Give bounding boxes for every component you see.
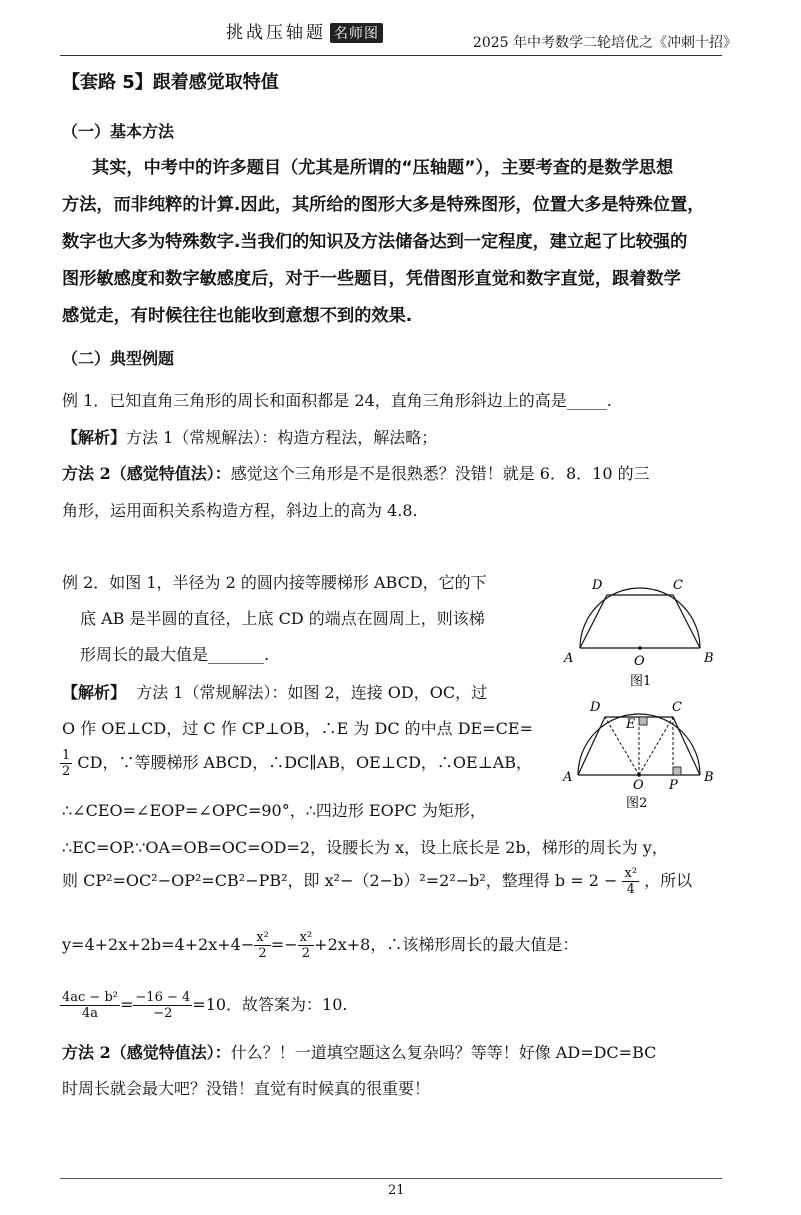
fraction-half: $\frac{1}{2}$ (62, 748, 71, 779)
method2-line: 时周长就会最大吧？没错！直觉有时候真的很重要！ (62, 1079, 431, 1098)
center-point (637, 773, 641, 777)
center-point (638, 646, 642, 650)
fraction: $\frac{\text{x²}}{2}$ (299, 930, 313, 961)
header-logo (226, 18, 383, 43)
label-D: D (590, 700, 601, 715)
analysis-label: 【解析】 (62, 428, 127, 447)
analysis-line: ∴EC=OP.∵OA=OB=OC=OD=2，设腰长为 x，设上底长是 2b，梯形的周长为 y， (62, 838, 668, 857)
example1-method2-cont: 角形，运用面积关系构造方程，斜边上的高为 4.8. (62, 501, 418, 520)
example1-question: 例 1．已知直角三角形的周长和面积都是 24，直角三角形斜边上的高是_____. (62, 391, 612, 410)
analysis-line: ∴∠CEO=∠EOP=∠OPC=90°，∴四边形 EOPC 为矩形， (62, 801, 486, 820)
fraction: $\frac{\text{4ac − b²}}{4a}$ (62, 990, 118, 1021)
footer-divider (60, 1178, 722, 1179)
label-O: O (633, 778, 644, 793)
example2-question-line: 形周长的最大值是_______. (80, 645, 270, 664)
figure2 (560, 695, 720, 810)
analysis-text: =− (270, 935, 298, 954)
method2-line: 感觉这个三角形是不是很熟悉？没错！就是 6．8．10 的三 (230, 464, 650, 483)
intro-line: 其实，中考中的许多题目（尤其是所谓的“压轴题”），主要考查的是数学思想 (92, 158, 674, 178)
analysis-line-eq (62, 930, 578, 961)
label-B: B (704, 770, 714, 785)
label-P: P (669, 778, 678, 793)
trapezoid (578, 717, 700, 775)
intro-line: 方法，而非纯粹的计算.因此，其所给的图形大多是特殊图形，位置大多是特殊位置， (62, 195, 705, 215)
figure1 (560, 575, 720, 690)
analysis-text: =10．故答案为：10. (192, 995, 348, 1014)
semicircle (580, 588, 700, 648)
expr: b = 2 − (554, 871, 618, 890)
label-A: A (563, 770, 573, 785)
trapezoid (580, 595, 700, 648)
section-title: 【套路 5】跟着感觉取特值 (62, 72, 279, 93)
label-A: A (564, 651, 574, 666)
logo-badge: 名师图 (330, 23, 383, 43)
example2-question-line: 例 2．如图 1，半径为 2 的圆内接等腰梯形 ABCD，它的下 (62, 573, 487, 592)
label-C: C (672, 700, 682, 715)
example2-question-line: 底 AB 是半圆的直径，上底 CD 的端点在圆周上，则该梯 (80, 609, 485, 628)
label-C: C (673, 578, 683, 593)
example2-method2 (62, 1040, 656, 1063)
logo-text: 挑战压轴题 (226, 23, 326, 43)
label-D: D (592, 578, 603, 593)
fraction: $\frac{-16 - 4}{-2}$ (135, 990, 191, 1021)
method2-label: 方法 2（感觉特值法）： (62, 464, 231, 483)
intro-line: 数字也大多为特殊数字.当我们的知识及方法储备达到一定程度，建立起了比较强的 (62, 232, 688, 252)
analysis-text: CD，∵等腰梯形 ABCD，∴DC∥AB，OE⊥CD，∴OE⊥AB， (77, 753, 533, 772)
label-B: B (704, 651, 714, 666)
intro-line: 感觉走，有时候往往也能收到意想不到的效果. (62, 306, 413, 326)
method2-label: 方法 2（感觉特值法）： (62, 1043, 231, 1062)
figure1-caption: 图1 (630, 674, 652, 689)
figure2-caption: 图2 (626, 796, 648, 810)
intro-paragraph (62, 150, 730, 335)
analysis-line: 方法 1（常规解法）：如图 2，连接 OD，OC，过 (136, 683, 488, 702)
analysis-line-frac (60, 748, 532, 779)
header-divider (60, 55, 722, 56)
intro-line: 图形敏感度和数字敏感度后，对于一些题目，凭借图形直觉和数字直觉，跟着数学 (62, 269, 681, 289)
right-angle-E (639, 717, 647, 725)
fraction: $\frac{\text{x²}}{2}$ (256, 930, 269, 961)
example1-method2 (62, 461, 650, 484)
label-E: E (626, 717, 636, 732)
segment-OC (639, 717, 673, 775)
example2-analysis (62, 680, 487, 703)
analysis-label: 【解析】 (62, 683, 127, 702)
label-O: O (634, 654, 645, 669)
part2-heading: （二）典型例题 (62, 349, 175, 368)
analysis-text: +2x+8，∴该梯形周长的最大值是： (314, 935, 579, 954)
equals: = (120, 995, 134, 1014)
page-number: 21 (388, 1183, 405, 1198)
header-title: 2025 年中考数学二轮培优之《冲刺十招》 (472, 35, 737, 51)
method2-line: 什么？！一道填空题这么复杂吗？等等！好像 AD=DC=BC (230, 1043, 657, 1062)
example1-analysis (62, 425, 437, 448)
fraction: $\frac{\text{x²}}{4}$ (624, 866, 638, 897)
analysis-line: O 作 OE⊥CD，过 C 作 CP⊥OB，∴E 为 DC 的中点 DE=CE= (62, 719, 533, 738)
analysis-text: 则 CP²=OC²−OP²=CB²−PB²，即 x²−（2−b）²=2²−b²，整理得 (62, 871, 550, 890)
part1-heading: （一）基本方法 (62, 122, 175, 141)
analysis-text: y=4+2x+2b=4+2x+4− (62, 935, 255, 954)
analysis-line-eq (62, 866, 692, 897)
analysis-text: ，所以 (644, 871, 693, 890)
analysis-text: 方法 1（常规解法）：构造方程法，解法略； (126, 428, 438, 447)
analysis-line-eq (60, 990, 348, 1021)
right-angle-P (673, 767, 681, 775)
